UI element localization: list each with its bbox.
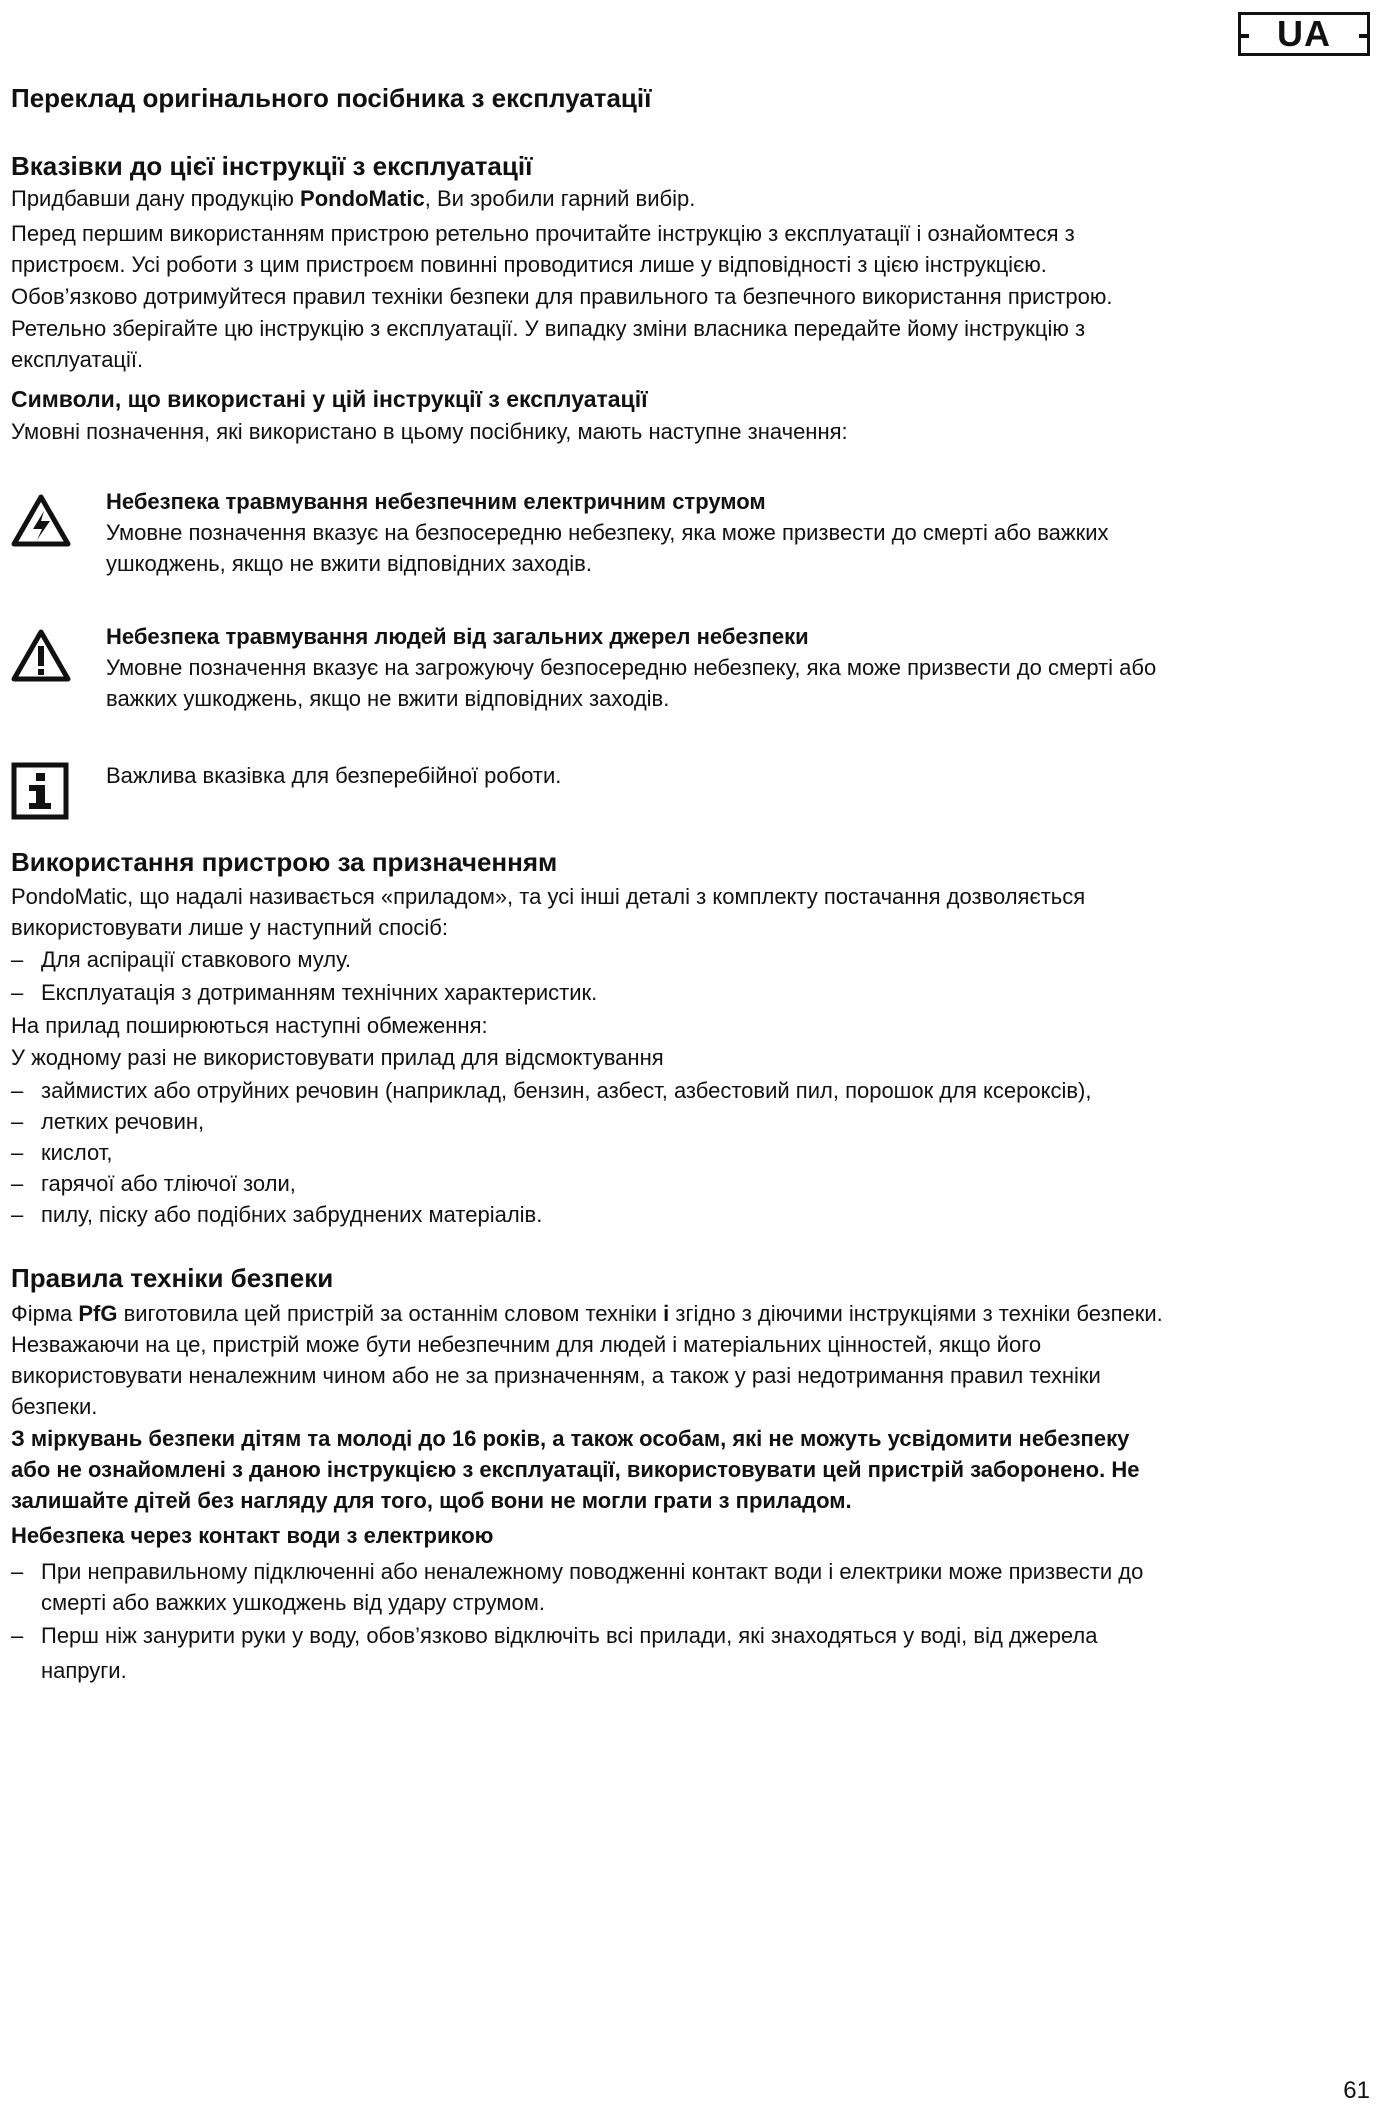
safety-p1-suffix: згідно з діючими інструкціями з техніки безпеки. [669,1301,1163,1326]
tab-right-dash [1359,34,1369,38]
safety-heading: Правила техніки безпеки [11,1263,334,1293]
allowed-uses-list [11,944,597,1008]
list-item: – гарячої або тліючої золи, [11,1168,1091,1199]
list-item: – летких речовин, [11,1106,1091,1137]
electric-hazard-desc-line-1: Умовне позначення вказує на безпосередню небезпеку, яка може призвести до смерті або важких [106,520,1109,545]
read-instructions-line-2: пристроєм. Усі роботи з цим пристроєм повинні проводитися лише у відповідності з цією інструкцією. [11,252,1047,277]
usage-heading: Використання пристрою за призначенням [11,847,558,877]
child-warning-line-2: або не ознайомлені з даною інструкцією з експлуатації, використовувати цей пристрій заборонено. Не [11,1457,1140,1482]
general-hazard-desc-line-2: важких ушкоджень, якщо не вжити відповідних заходів. [106,686,670,711]
safety-p1-middle: виготовила цей пристрій за останнім словом техніки [117,1301,664,1326]
symbols-intro: Умовні позначення, які використано в цьому посібнику, мають наступне значення: [11,419,848,444]
intro-prefix: Придбавши дану продукцію [11,186,301,211]
electric-hazard-desc-line-2: ушкоджень, якщо не вжити відповідних заходів. [106,551,592,576]
electric-hazard-text [106,486,1371,579]
list-item: – пилу, піску або подібних забруднених матеріалів. [11,1199,1091,1230]
list-item [11,1556,1371,1618]
list-item-line-1: – Перш ніж занурити руки у воду, обов’язково відключіть всі прилади, які знаходяться у воді, від джерела [41,1623,1098,1648]
symbols-heading: Символи, що використані у цій інструкції з експлуатації [11,386,648,412]
usage-paragraph-line-1: PondoMatic, що надалі називається «приладом», та усі інші деталі з комплекту постачання дозволяється [11,884,1086,909]
electric-hazard-title: Небезпека травмування небезпечним електричним струмом [106,489,766,514]
list-item [11,1620,1371,1686]
safety-paragraph-1 [11,1298,1163,1329]
language-code: UA [1277,13,1331,54]
list-item-line-1: – При неправильному підключенні або неналежному поводженні контакт води і електрики може призвести до [41,1559,1144,1584]
general-hazard-notice [11,621,1371,711]
list-item-line-2: смерті або важких ушкоджень від удару струмом. [41,1590,545,1615]
info-text [106,760,1371,791]
electric-hazard-notice [11,486,1371,576]
list-item-line-2: напруги. [41,1658,127,1683]
safety-rules-paragraph: Обов’язково дотримуйтеся правил техніки безпеки для правильного та безпечного використання пристрою. [11,284,1113,309]
limits-intro: На прилад поширюються наступні обмеження: [11,1013,488,1038]
general-hazard-title: Небезпека травмування людей від загальних джерел небезпеки [106,624,809,649]
page-number: 61 [1343,2077,1370,2104]
safety-paragraph-2-line-2: використовувати неналежним чином або не за призначенням, а також у разі недотримання правил техніки [11,1363,1101,1388]
water-electric-list [11,1556,1371,1686]
info-desc: Важлива вказівка для безперебійної роботи. [106,763,562,788]
electric-hazard-icon [11,492,71,552]
safety-paragraph-2-line-3: безпеки. [11,1394,98,1419]
general-hazard-desc-line-1: Умовне позначення вказує на загрожуючу безпосередню небезпеку, яка може призвести до смерті або [106,655,1157,680]
list-item: – займистих або отруйних речовин (наприклад, бензин, азбест, азбестовий пил, порошок для ксероксів), [11,1075,1091,1106]
intro-paragraph [11,183,695,214]
water-electric-heading: Небезпека через контакт води з електрикою [11,1523,494,1548]
safety-p1-prefix: Фірма [11,1301,79,1326]
safety-p1-and: і [663,1301,670,1326]
usage-paragraph-line-2: використовувати лише у наступний спосіб: [11,915,448,940]
general-hazard-text [106,621,1371,714]
general-hazard-icon [11,627,71,687]
intro-suffix: , Ви зробили гарний вибір. [424,186,696,211]
tab-left-dash [1239,34,1249,38]
keep-instructions-line-1: Ретельно зберігайте цю інструкцію з експлуатації. У випадку зміни власника передайте йому інструкцію з [11,316,1086,341]
child-warning-line-3: залишайте дітей без нагляду для того, щоб вони не могли грати з приладом. [11,1488,852,1513]
list-item: – кислот, [11,1137,1091,1168]
product-name: PondoMatic [300,186,425,211]
list-item: – Експлуатація з дотриманням технічних характеристик. [11,977,597,1008]
document-title: Переклад оригінального посібника з експлуатації [11,83,652,113]
prohibit-intro: У жодному разі не використовувати прилад для відсмоктування [11,1045,664,1070]
company-name: PfG [78,1301,118,1326]
safety-paragraph-2-line-1: Незважаючи на це, пристрій може бути небезпечним для людей і матеріальних цінностей, якщо його [11,1332,1042,1357]
prohibited-list [11,1075,1091,1230]
instructions-heading: Вказівки до цієї інструкції з експлуатації [11,151,533,181]
read-instructions-line-1: Перед першим використанням пристрою ретельно прочитайте інструкцію з експлуатації і ознайомтеся з [11,221,1075,246]
language-tab [1238,12,1370,56]
keep-instructions-line-2: експлуатації. [11,347,144,372]
info-notice [11,760,1371,850]
list-item: – Для аспірації ставкового мулу. [11,944,597,975]
child-warning-line-1: З міркувань безпеки дітям та молоді до 16 років, а також особам, які не можуть усвідомити небезпеку [11,1426,1130,1451]
info-icon [11,762,71,822]
